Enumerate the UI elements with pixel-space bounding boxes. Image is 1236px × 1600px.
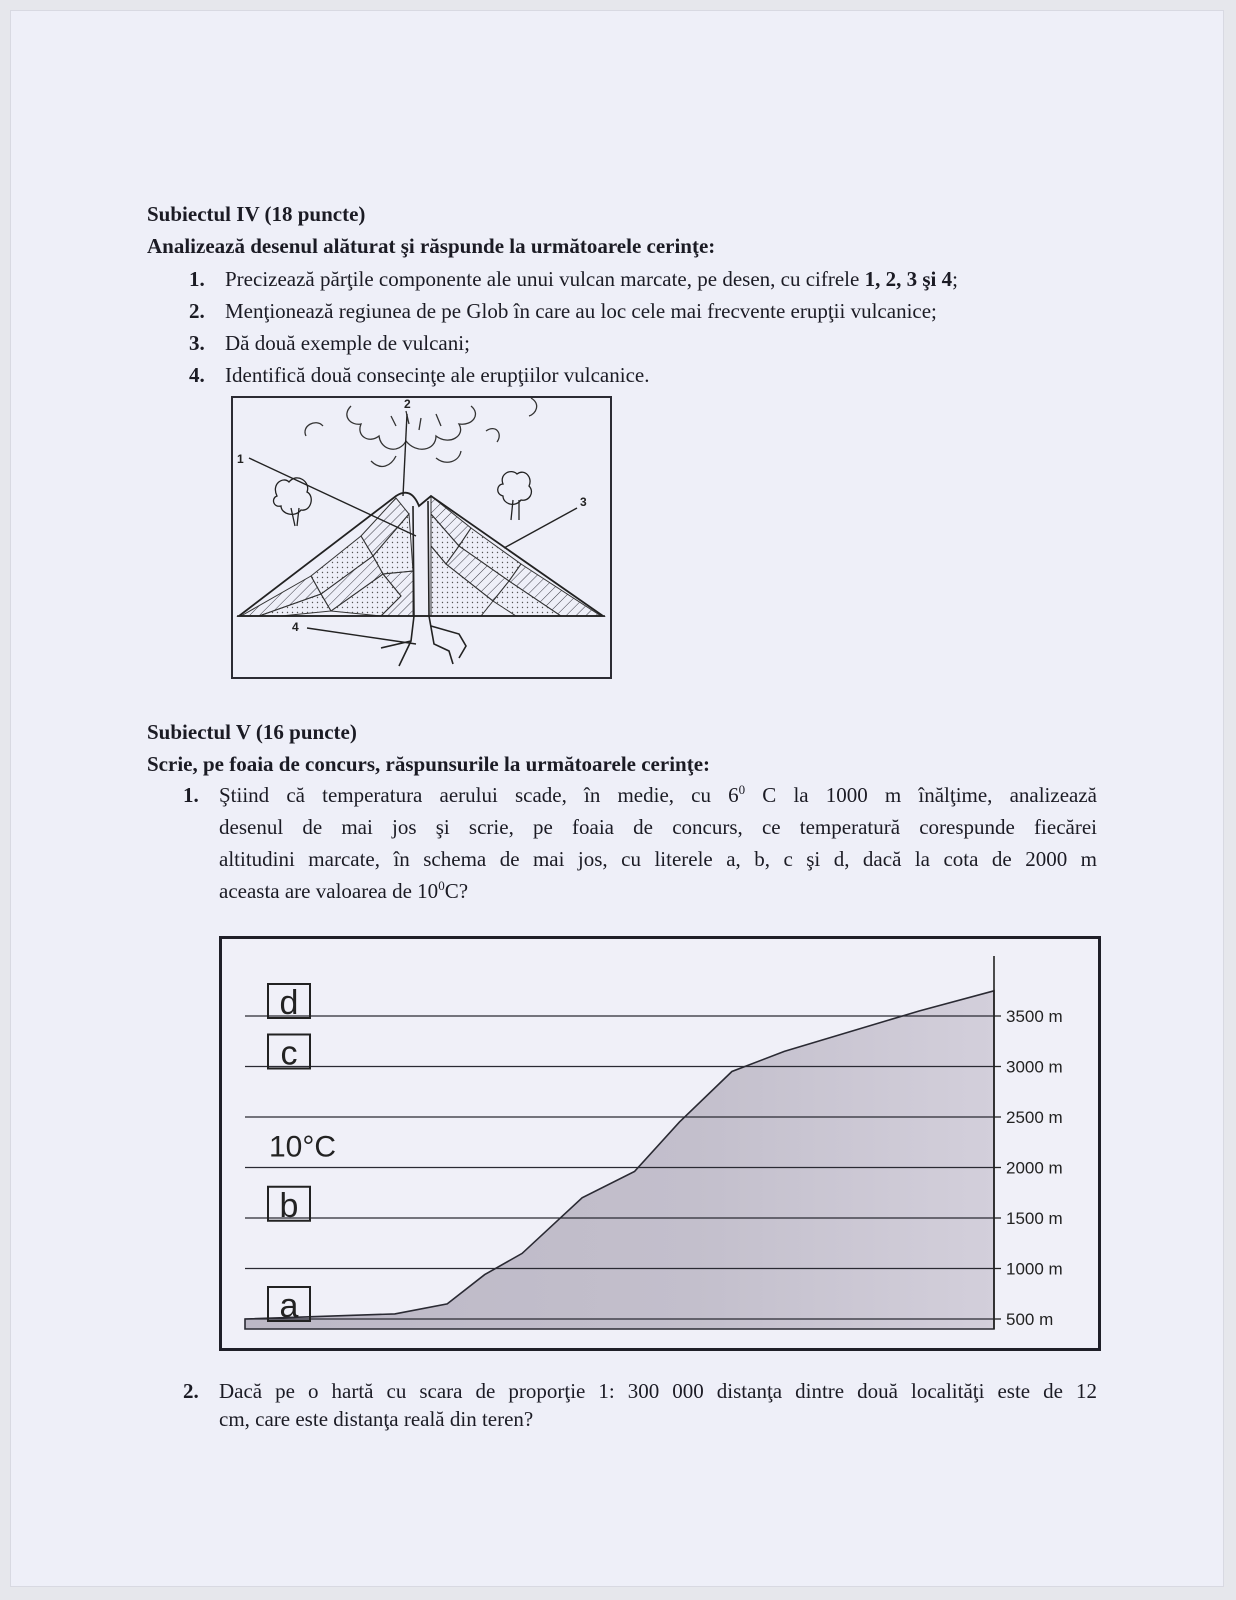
diagram-frame: [232, 397, 611, 678]
subject4-item-1: [189, 264, 958, 294]
q1-line1-end: C la 1000 m înălţime, analizează: [745, 783, 1097, 807]
volcano-smoke-cloud: [305, 398, 537, 466]
q1-line1-start: Ştiind că temperatura aerului scade, în medie, cu 6: [219, 783, 739, 807]
question-1-line-4: [219, 875, 1097, 907]
tick-label: 2500 m: [1006, 1108, 1063, 1127]
altitude-marker-temperature: [269, 1130, 336, 1163]
item-number: 2.: [189, 299, 205, 323]
item-end: ;: [952, 267, 958, 291]
tree-right: [498, 472, 532, 520]
question-2-line-1: Dacă pe o hartă cu scara de proporţie 1: 300 000 distanţa dintre două localităţi este de 12: [219, 1379, 1097, 1403]
item-number: 3.: [189, 331, 205, 355]
item-text: Precizează părţile componente ale unui vulcan marcate, pe desen, cu cifrele: [225, 267, 865, 291]
tick-label: 2000 m: [1006, 1158, 1063, 1178]
subject5-title: Subiectul V (16 puncte): [147, 720, 357, 744]
item-text: Identifică două consecinţe ale erupţiilor vulcanice.: [225, 363, 650, 387]
tick-label: 1500 m: [1006, 1209, 1063, 1228]
subject4-item-2: [189, 296, 937, 326]
item-text: Dă două exemple de vulcani;: [225, 331, 470, 355]
subject5-question-2: [183, 1377, 1097, 1433]
marker-letter: d: [279, 984, 299, 1022]
diagram-label-1: 1: [237, 452, 244, 466]
question-2-line-2: cm, care este distanţa reală din teren?: [219, 1407, 534, 1431]
item-text: Menţionează regiunea de pe Glob în care au loc cele mai frecvente erupţii vulcanice;: [225, 299, 937, 323]
question-1-line-2: desenul de mai jos şi scrie, pe foaia de concurs, ce temperatură corespunde fiecărei: [219, 815, 1097, 839]
tick-label: 1000 m: [1006, 1259, 1063, 1279]
subject4-title: Subiectul IV (18 puncte): [147, 202, 366, 226]
question-1-line-1: [219, 779, 1097, 811]
item-number: 1.: [189, 267, 205, 291]
diagram-label-4: 4: [292, 620, 299, 634]
marker-letter: a: [279, 1287, 299, 1325]
tick-label: 3500 m: [1006, 1007, 1063, 1026]
subject4-item-4: [189, 360, 649, 390]
q1-line4-end: C?: [444, 879, 469, 903]
diagram-label-2: 2: [404, 397, 411, 411]
volcano-diagram: [231, 396, 612, 679]
subject4-item-3: [189, 328, 470, 358]
question-number: 1.: [183, 783, 199, 807]
q1-line4-superscript: 0: [438, 878, 445, 893]
marker-temperature: 10°C: [269, 1130, 337, 1164]
q1-line1-superscript: 0: [738, 782, 746, 797]
marker-letter: b: [279, 1186, 299, 1225]
q1-line4-start: aceasta are valoarea de 10: [219, 879, 439, 903]
tick-label: 3000 m: [1006, 1057, 1063, 1077]
question-1-line-3: altitudini marcate, în schema de mai jos, cu literele a, b, c şi d, dacă la cota de 2000 m: [219, 847, 1097, 871]
subject5-instruction: Scrie, pe foaia de concurs, răspunsurile la următoarele cerinţe:: [147, 752, 711, 776]
item-number: 4.: [189, 363, 205, 387]
question-number: 2.: [183, 1379, 199, 1403]
subject4-instruction: Analizează desenul alăturat şi răspunde la următoarele cerinţe:: [147, 234, 716, 258]
diagram-label-3: 3: [580, 495, 587, 509]
tick-label: 500 m: [1006, 1310, 1054, 1329]
item-bold-numbers: 1, 2, 3 şi 4: [864, 267, 953, 291]
altitude-temperature-chart: [219, 936, 1101, 1351]
marker-letter: c: [280, 1034, 298, 1073]
subject5-question-1: [183, 779, 1097, 907]
